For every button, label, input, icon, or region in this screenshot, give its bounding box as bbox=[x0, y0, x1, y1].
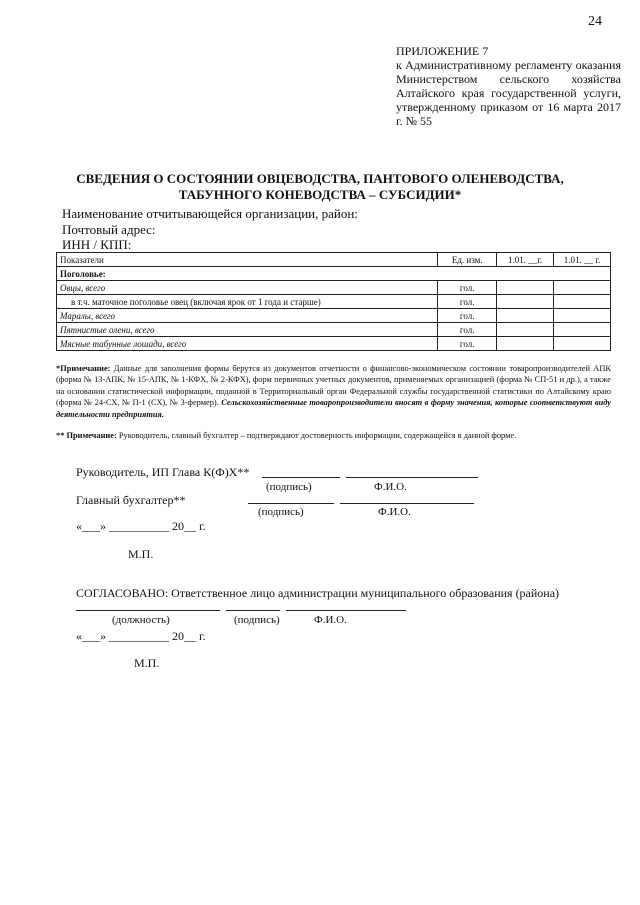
header-unit: Ед. изм. bbox=[438, 253, 497, 267]
head-fio-line[interactable] bbox=[346, 477, 478, 478]
approval-seal: М.П. bbox=[134, 656, 160, 670]
section-livestock: Поголовье: bbox=[57, 267, 611, 281]
footnote-1-text: Данные для заполнения формы берутся из документов отчетности о финансово-экономическом состоянии товаропроизводителей АПК (форма № 13-АПК, № 15-АПК, № 1-КФХ, № 2-КФХ), форм первичных учетных документов, применяемых организацией (форма № СП-51 и др.), а также на основании статистической информации, поданной в Территориальный орган Федеральной службы государственной статистики по Алтайскому краю (форма № 24-СХ, № П-1 (СХ), № 3-фермер). bbox=[56, 364, 611, 408]
table-row bbox=[57, 323, 611, 337]
accountant-signature-caption: (подпись) bbox=[258, 506, 304, 518]
row-label: Пятнистые олени, всего bbox=[57, 323, 438, 337]
footnote-1-emphasis: Сельскохозяйственные товаропроизводители вносят в форму значения, которые соответствуют виду деятельности предприятия. bbox=[56, 398, 611, 419]
row-value-cell[interactable] bbox=[554, 295, 611, 309]
approval-position-caption: (должность) bbox=[112, 614, 170, 626]
row-value-cell[interactable] bbox=[554, 309, 611, 323]
row-unit: гол. bbox=[438, 281, 497, 295]
accountant-fio-caption: Ф.И.О. bbox=[378, 506, 411, 518]
annex-text: к Административному регламенту оказания Министерством сельского хозяйства Алтайского края государственной услуги, утвержденному приказом от 16 марта 2017 г. № 55 bbox=[396, 58, 621, 128]
head-signature-label: Руководитель, ИП Глава К(Ф)Х** bbox=[76, 465, 250, 479]
table-row bbox=[57, 295, 611, 309]
approval-position-line[interactable] bbox=[76, 610, 220, 611]
head-signature-caption: (подпись) bbox=[266, 481, 312, 493]
approval-fio-caption: Ф.И.О. bbox=[314, 614, 347, 626]
annex-block bbox=[396, 44, 621, 128]
postal-address-label: Почтовый адрес: bbox=[62, 222, 156, 237]
head-fio-caption: Ф.И.О. bbox=[374, 481, 407, 493]
approval-signature-line[interactable] bbox=[226, 610, 280, 611]
signature-seal: М.П. bbox=[128, 547, 154, 561]
row-value-cell[interactable] bbox=[554, 281, 611, 295]
table-row bbox=[57, 281, 611, 295]
row-unit: гол. bbox=[438, 323, 497, 337]
approval-signature-caption: (подпись) bbox=[234, 614, 280, 626]
row-unit: гол. bbox=[438, 337, 497, 351]
row-value-cell[interactable] bbox=[497, 281, 554, 295]
approval-label: СОГЛАСОВАНО: Ответственное лицо администрации муниципального образования (района) bbox=[76, 586, 560, 600]
row-value-cell[interactable] bbox=[497, 323, 554, 337]
accountant-signature-label: Главный бухгалтер** bbox=[76, 493, 186, 507]
table-row bbox=[57, 337, 611, 351]
footnote-1-label: *Примечание: bbox=[56, 364, 111, 373]
row-label: Мясные табунные лошади, всего bbox=[57, 337, 438, 351]
row-value-cell[interactable] bbox=[554, 323, 611, 337]
footnote-2 bbox=[56, 430, 616, 441]
signature-date-line: «___» __________ 20__ г. bbox=[76, 519, 206, 533]
accountant-fio-line[interactable] bbox=[340, 503, 474, 504]
document-title bbox=[60, 171, 580, 203]
footnote-2-label: ** Примечание: bbox=[56, 431, 117, 440]
approval-fio-line[interactable] bbox=[286, 610, 406, 611]
row-unit: гол. bbox=[438, 295, 497, 309]
header-date-2: 1.01. __ г. bbox=[554, 253, 611, 267]
row-unit: гол. bbox=[438, 309, 497, 323]
inn-kpp-label: ИНН / КПП: bbox=[62, 237, 132, 252]
header-indicators: Показатели bbox=[57, 253, 438, 267]
row-label: Овцы, всего bbox=[57, 281, 438, 295]
page-number: 24 bbox=[588, 14, 602, 29]
title-line-2: ТАБУННОГО КОНЕВОДСТВА – СУБСИДИИ* bbox=[178, 187, 462, 202]
table-section-row bbox=[57, 267, 611, 281]
table-row bbox=[57, 309, 611, 323]
row-label: Маралы, всего bbox=[57, 309, 438, 323]
accountant-signature-line[interactable] bbox=[248, 503, 334, 504]
row-value-cell[interactable] bbox=[497, 309, 554, 323]
approval-date-line: «___» __________ 20__ г. bbox=[76, 629, 206, 643]
footnote-2-text: Руководитель, главный бухгалтер – подтверждают достоверность информации, содержащейся в данной форме. bbox=[116, 431, 517, 440]
table-header-row bbox=[57, 253, 611, 267]
organization-field-label: Наименование отчитывающейся организации, район: bbox=[62, 206, 358, 221]
row-label: в т.ч. маточное поголовье овец (включая ярок от 1 года и старше) bbox=[57, 295, 438, 309]
row-value-cell[interactable] bbox=[497, 295, 554, 309]
title-line-1: СВЕДЕНИЯ О СОСТОЯНИИ ОВЦЕВОДСТВА, ПАНТОВОГО ОЛЕНЕВОДСТВА, bbox=[76, 171, 564, 186]
row-value-cell[interactable] bbox=[554, 337, 611, 351]
footnote-1 bbox=[56, 363, 611, 420]
livestock-table bbox=[56, 252, 611, 351]
header-date-1: 1.01. __г. bbox=[497, 253, 554, 267]
head-signature-line[interactable] bbox=[262, 477, 340, 478]
row-value-cell[interactable] bbox=[497, 337, 554, 351]
annex-heading: ПРИЛОЖЕНИЕ 7 bbox=[396, 44, 489, 58]
